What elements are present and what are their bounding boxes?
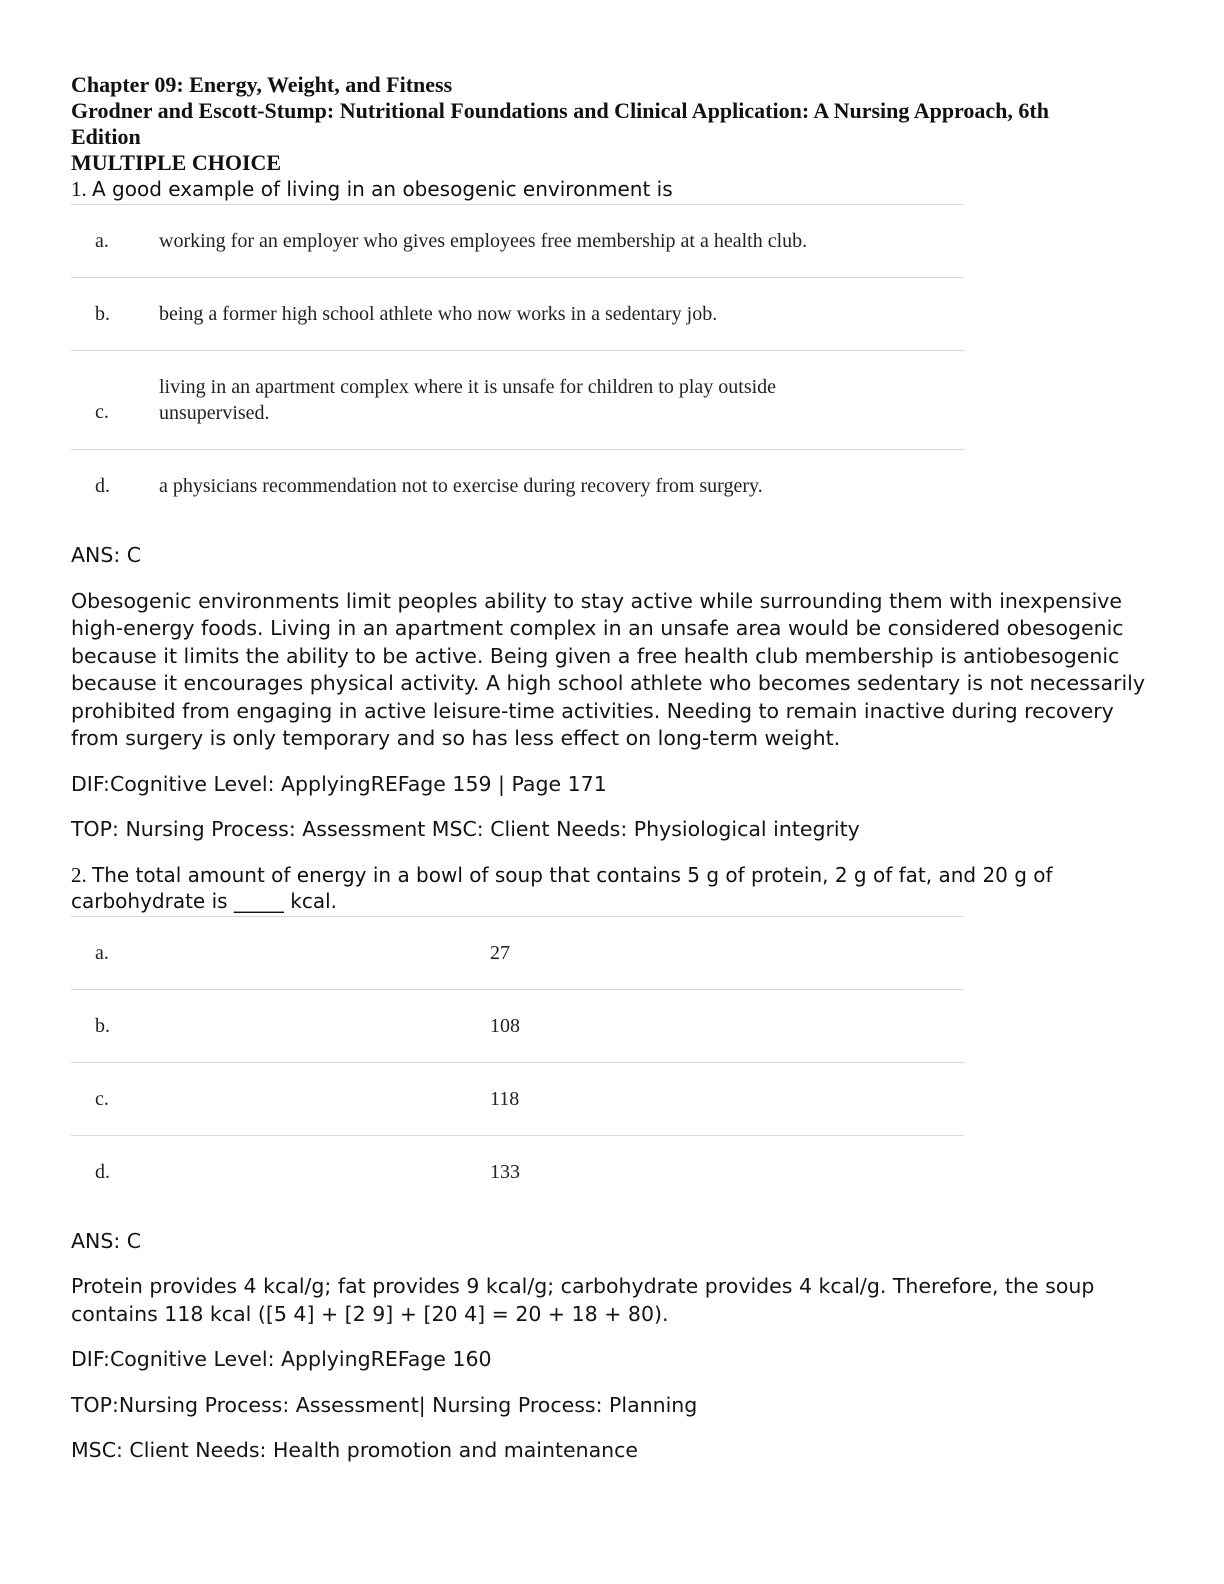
option-d — [71, 1136, 964, 1208]
option-text: working for an employer who gives employees free membership at a health club. — [159, 230, 808, 252]
answer-key: ANS: C — [71, 1228, 142, 1253]
question-text-line-1: The total amount of energy in a bowl of soup that contains 5 g of protein, 2 g of fat, and 20 g of — [92, 862, 1053, 887]
option-b — [71, 278, 964, 351]
difficulty-reference: DIF:Cognitive Level: ApplyingREFage 159 | Page 171 — [71, 771, 607, 796]
option-text-line-2: unsupervised. — [159, 402, 270, 424]
topic-msc: TOP: Nursing Process: Assessment MSC: Client Needs: Physiological integrity — [71, 817, 860, 841]
option-letter: b. — [95, 303, 110, 325]
option-letter: c. — [95, 401, 109, 423]
option-value: 27 — [490, 941, 510, 964]
option-text-line-1: living in an apartment complex where it is unsafe for children to play outside — [159, 376, 777, 398]
document-page — [71, 72, 1151, 1465]
option-letter: c. — [95, 1087, 109, 1110]
answer-options — [71, 204, 964, 522]
answer-key: ANS: C — [71, 543, 142, 567]
option-text — [159, 374, 964, 426]
question-1 — [71, 176, 1151, 844]
question-stem — [71, 862, 1151, 914]
option-text: a physicians recommendation not to exercise during recovery from surgery. — [159, 475, 763, 497]
option-a — [71, 917, 964, 990]
book-title-line-2: Edition — [71, 124, 141, 149]
client-needs: MSC: Client Needs: Health promotion and maintenance — [71, 1438, 639, 1462]
option-value: 108 — [490, 1014, 520, 1037]
option-b — [71, 990, 964, 1063]
question-text-line-2: carbohydrate is _____ kcal. — [71, 888, 338, 913]
option-d — [71, 450, 964, 522]
rationale: Obesogenic environments limit peoples ability to stay active while surrounding them with inexpensive high-energy foods. Living in an apartment complex in an unsafe area would be considered obesogenic because it limits the ability to be active. Being given a free health club membership is antiobesogenic because it encourages physical activity. A high school athlete who becomes sedentary is not necessarily prohibited from engaging in active leisure-time activities. Needing to remain inactive during recovery from surgery is only temporary and so has less effect on long-term weight. — [71, 588, 1145, 750]
option-letter: d. — [95, 1160, 110, 1183]
question-2 — [71, 862, 1151, 1465]
option-c — [71, 351, 964, 450]
option-letter: a. — [95, 230, 109, 252]
option-text: being a former high school athlete who now works in a sedentary job. — [159, 303, 718, 325]
question-stem — [71, 176, 1151, 202]
section-heading: MULTIPLE CHOICE — [71, 150, 282, 175]
option-letter: d. — [95, 475, 110, 497]
option-letter: b. — [95, 1014, 110, 1037]
topic: TOP:Nursing Process: Assessment| Nursing Process: Planning — [71, 1392, 698, 1417]
option-letter: a. — [95, 941, 109, 964]
question-number: 2. — [71, 862, 87, 887]
option-a — [71, 205, 964, 278]
question-text: A good example of living in an obesogenic environment is — [92, 177, 673, 201]
chapter-title: Chapter 09: Energy, Weight, and Fitness — [71, 72, 453, 97]
rationale: Protein provides 4 kcal/g; fat provides 9 kcal/g; carbohydrate provides 4 kcal/g. Therefore, the soup contains 118 kcal ([5 4] + [2 9] + [20 4] = 20 + 18 + 80). — [71, 1274, 1095, 1326]
option-value: 133 — [490, 1160, 520, 1183]
question-number: 1. — [71, 177, 87, 201]
difficulty-reference: DIF:Cognitive Level: ApplyingREFage 160 — [71, 1347, 492, 1371]
book-title-line-1: Grodner and Escott-Stump: Nutritional Foundations and Clinical Application: A Nursing Approach, 6th — [71, 98, 1049, 123]
answer-options — [71, 916, 964, 1208]
option-c — [71, 1063, 964, 1136]
option-value: 118 — [490, 1087, 520, 1110]
document-header — [71, 72, 1151, 176]
